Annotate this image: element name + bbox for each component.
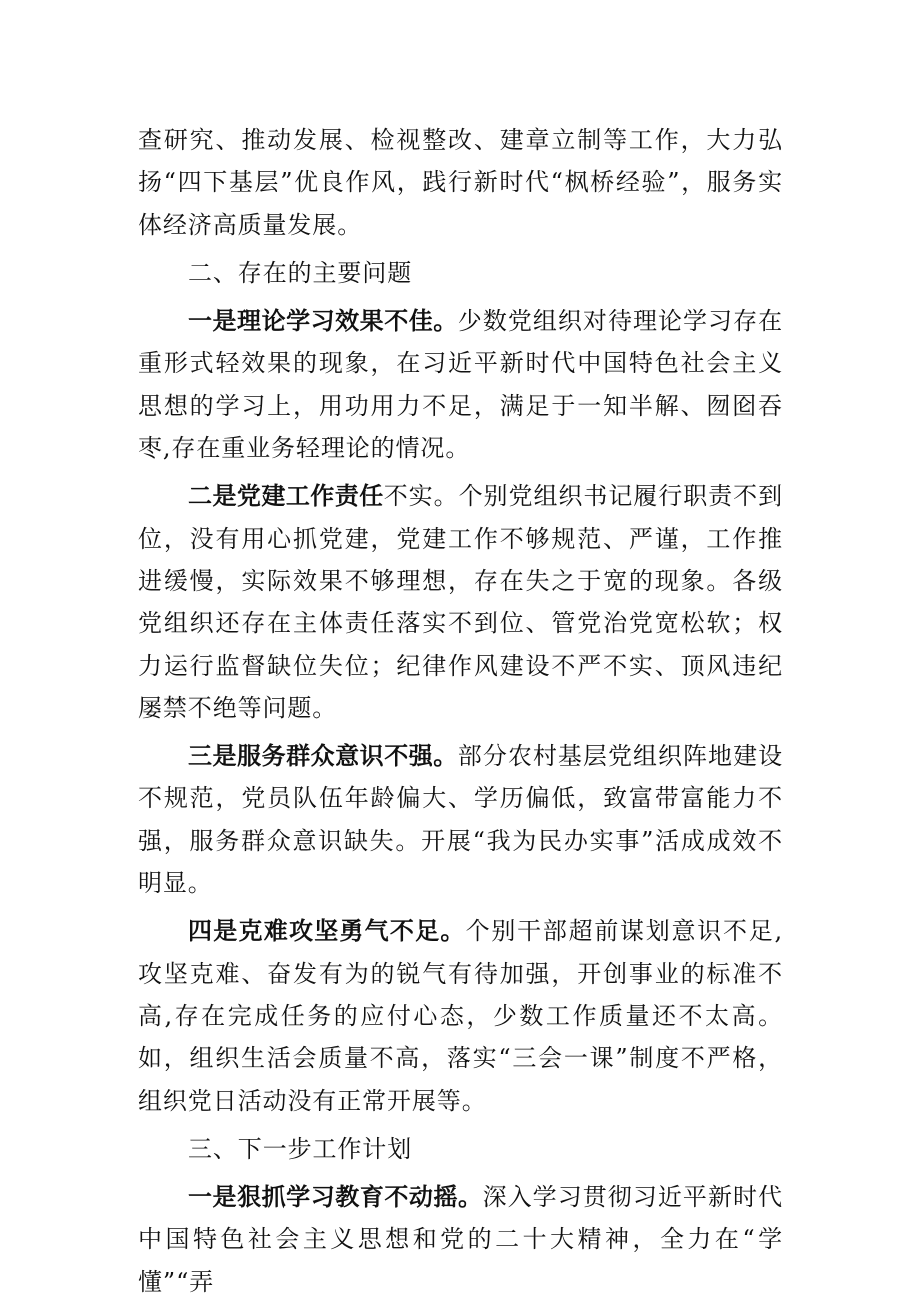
problem-paragraph-4 [138,910,783,1121]
continuation-paragraph: 查研究、推动发展、检视整改、建章立制等工作，大力弘扬“四下基层”优良作风，践行新时代“枫桥经验”，服务实体经济高质量发展。 [138,126,783,239]
section-heading-plan: 三、下一步工作计划 [188,1134,413,1163]
problem-3-lead: 三是服务群众意识不强。 [188,742,458,771]
document-body [138,119,783,1309]
section-heading-problems: 二、存在的主要问题 [188,258,413,287]
problem-paragraph-2 [138,475,783,729]
problem-paragraph-3 [138,735,783,904]
problem-2-lead: 二是党建工作责任 [188,482,384,511]
problem-3-text: 部分农村基层党组织阵地建设不规范，党员队伍年龄偏大、学历偏低，致富带富能力不强，服务群众意识缺失。开展“我为民办实事”活成成效不明显。 [138,742,784,898]
problem-1-text: 少数党组织对待理论学习存在重形式轻效果的现象，在习近平新时代中国特色社会主义思想的学习上，用功用力不足，满足于一知半解、囫囵吞枣,存在重业务轻理论的情况。 [138,307,784,463]
problem-4-lead: 四是克难攻坚勇气不足。 [188,917,466,946]
problem-4-text: 个别干部超前谋划意识不足,攻坚克难、奋发有为的锐气有待加强，开创事业的标准不高,存在完成任务的应付心态，少数工作质量还不太高。如，组织生活会质量不高，落实“三会一课”制度不严格，组织党日活动没有正常开展等。 [138,917,784,1115]
plan-paragraph-1 [138,1176,783,1303]
plan-1-text: 深入学习贯彻习近平新时代中国特色社会主义思想和党的二十大精神，全力在“学懂”“弄 [138,1183,783,1296]
problem-paragraph-1 [138,300,783,469]
problem-1-lead: 一是理论学习效果不佳。 [188,307,458,336]
plan-1-lead: 一是狠抓学习教育不动摇。 [188,1183,483,1212]
problem-2-text: 不实。个别党组织书记履行职责不到位，没有用心抓党建，党建工作不够规范、严谨，工作推进缓慢，实际效果不够理想，存在失之于宽的现象。各级党组织还存在主体责任落实不到位、管党治党宽松软；权力运行监督缺位失位；纪律作风建设不严不实、顶风违纪屡禁不绝等问题。 [138,482,783,722]
